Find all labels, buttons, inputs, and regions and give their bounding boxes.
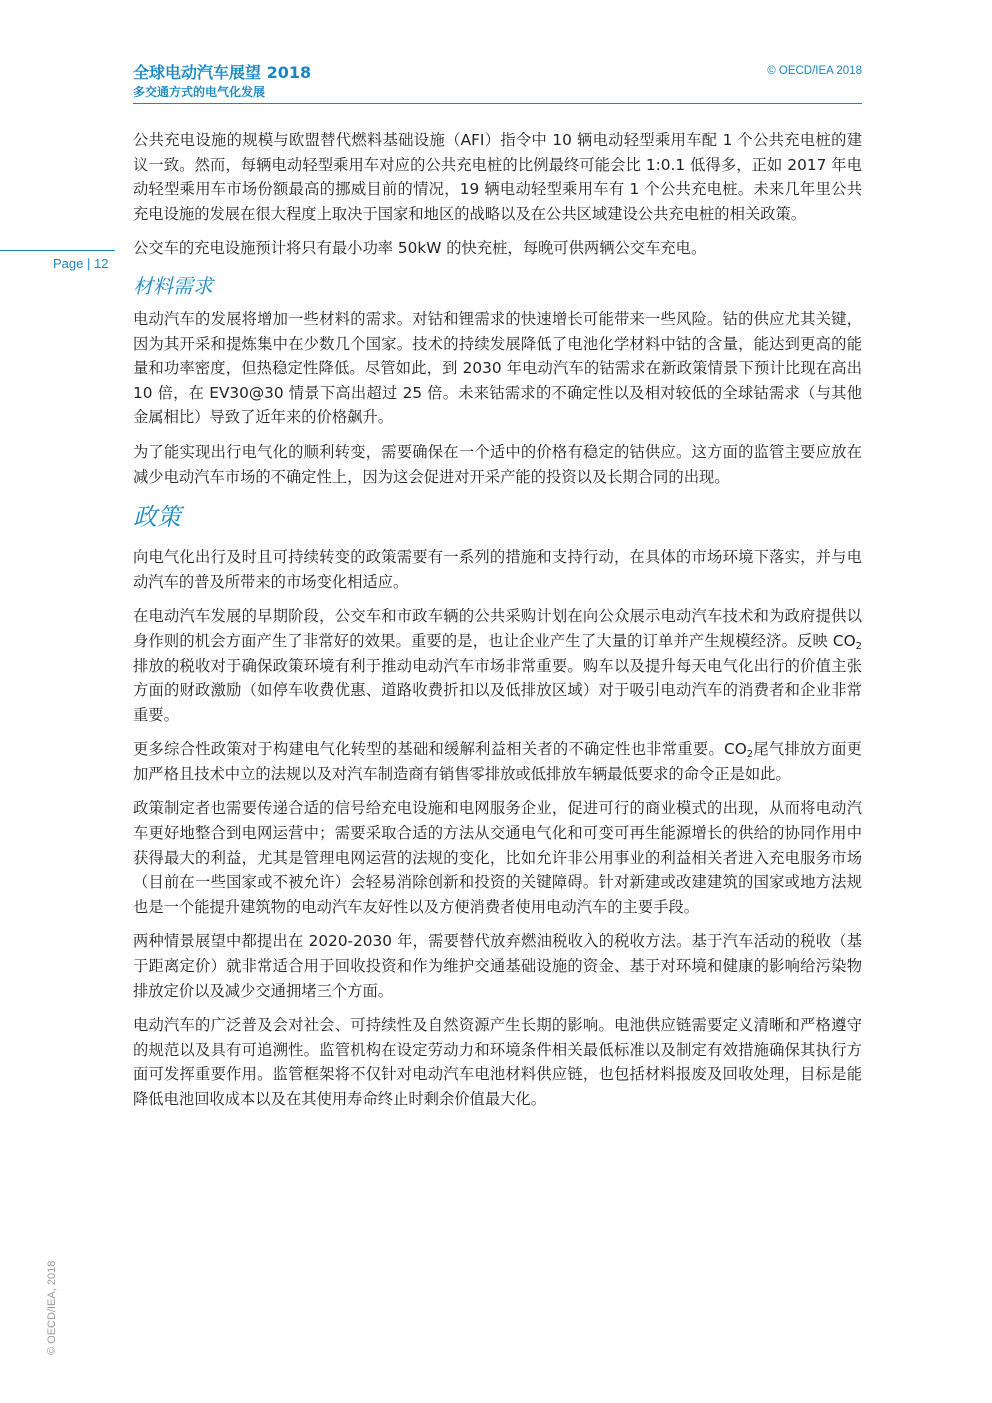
paragraph-early-stage (133, 604, 862, 727)
paragraph-grid-integration: 政策制定者也需要传递合适的信号给充电设施和电网服务企业，促进可行的商业模式的出现，从而将电动汽车更好地整合到电网运营中；需要采取合适的方法从交通电气化和可变可再生能源增长的供给的协同作用中获得最大的利益，尤其是管理电网运营的法规的变化，比如允许非公用事业的利益相关者进入充电服务市场（目前在一些国家或不被允许）会轻易消除创新和投资的关键障碍。针对新建或改建建筑的国家或地方法规也是一个能提升建筑物的电动汽车友好性以及方便消费者使用电动汽车的主要手段。 (133, 799, 862, 916)
paragraph-public-charging: 公共充电设施的规模与欧盟替代燃料基础设施（AFI）指令中 10 辆电动轻型乘用车配 1 个公共充电桩的建议一致。然而，每辆电动轻型乘用车对应的公共充电桩的比例最终可能会比 1:0.1 低得多，正如 2017 年电动轻型乘用车市场份额最高的挪威目前的情况，19 辆电动轻型乘用车有 1 个公共充电桩。未来几年里公共充电设施的发展在很大程度上取决于国家和地区的战略以及在公共区域建设公共充电桩的相关政策。 (133, 131, 862, 223)
paragraph-taxation: 两种情景展望中都提出在 2020-2030 年，需要替代放弃燃油税收入的税收方法。基于汽车活动的税收（基于距离定价）就非常适合用于回收投资和作为维护交通基础设施的资金、基于对环境和健康的影响给污染物排放定价以及减少交通拥堵三个方面。 (133, 932, 862, 1000)
paragraph-early-stage-part2: 排放的税收对于确保政策环境有利于推动电动汽车市场非常重要。购车以及提升每天电气化出行的价值主张方面的财政激励（如停车收费优惠、道路收费折扣以及低排放区域）对于吸引电动汽车的消费者和企业非常重要。 (133, 656, 862, 724)
paragraph-cobalt-demand: 电动汽车的发展将增加一些材料的需求。对钴和锂需求的快速增长可能带来一些风险。钴的供应尤其关键，因为其开采和提炼集中在少数几个国家。技术的持续发展降低了电池化学材料中钴的含量，能达到更高的能量和功率密度，但热稳定性降低。尽管如此，到 2030 年电动汽车的钴需求在新政策情景下预计比现在高出 10 倍，在 EV30@30 情景下高出超过 25 倍。未来钴需求的不确定性以及相对较低的全球钴需求（与其他金属相比）导致了近年来的价格飙升。 (133, 309, 862, 427)
paragraph-early-stage-part1: 在电动汽车发展的早期阶段，公交车和市政车辆的公共采购计划在向公众展示电动汽车技术和为政府提供以身作则的机会方面产生了非常好的效果。重要的是，也让企业产生了大量的订单并产生规模经济。反映 CO (133, 607, 862, 650)
paragraph-bus-charging: 公交车的充电设施预计将只有最小功率 50kW 的快充桩，每晚可供两辆公交车充电。 (133, 239, 707, 258)
paragraph-policy-intro: 向电气化出行及时且可持续转变的政策需要有一系列的措施和支持行动，在具体的市场环境下落实，并与电动汽车的普及所带来的市场变化相适应。 (133, 548, 862, 591)
paragraph-comprehensive-policy (133, 737, 862, 786)
page-number-divider (0, 250, 115, 251)
subheading-materials: 材料需求 (133, 273, 213, 298)
side-copyright: © OECD/IEA, 2018 (46, 1260, 58, 1355)
page-number: Page | 12 (53, 256, 109, 271)
report-subtitle: 多交通方式的电气化发展 (133, 85, 266, 99)
header-copyright: © OECD/IEA 2018 (767, 65, 862, 77)
report-title: 全球电动汽车展望 2018 (133, 63, 312, 82)
co2-subscript: 2 (855, 640, 862, 652)
paragraph-comprehensive-part2: 尾气排放方面更加严格且技术中立的法规以及对汽车制造商有销售零排放或低排放车辆最低要求的命令正是如此。 (133, 740, 862, 783)
co2-subscript: 2 (746, 749, 754, 761)
main-content (133, 128, 862, 1122)
paragraph-cobalt-supply: 为了能实现出行电气化的顺利转变，需要确保在一个适中的价格有稳定的钴供应。这方面的监管主要应放在减少电动汽车市场的不确定性上，因为这会促进对开采产能的投资以及长期合同的出现。 (133, 442, 862, 486)
paragraph-battery-supply-chain: 电动汽车的广泛普及会对社会、可持续性及自然资源产生长期的影响。电池供应链需要定义清晰和严格遵守的规范以及具有可追溯性。监管机构在设定劳动力和环境条件相关最低标准以及制定有效措施确保其执行方面可发挥重要作用。监管框架将不仅针对电动汽车电池材料供应链，也包括材料报废及回收处理，目标是能降低电池回收成本以及在其使用寿命终止时剩余价值最大化。 (133, 1016, 862, 1108)
heading-policy: 政策 (133, 503, 181, 532)
paragraph-comprehensive-part1: 更多综合性政策对于构建电气化转型的基础和缓解利益相关者的不确定性也非常重要。CO (133, 740, 747, 759)
header-divider (133, 103, 862, 104)
